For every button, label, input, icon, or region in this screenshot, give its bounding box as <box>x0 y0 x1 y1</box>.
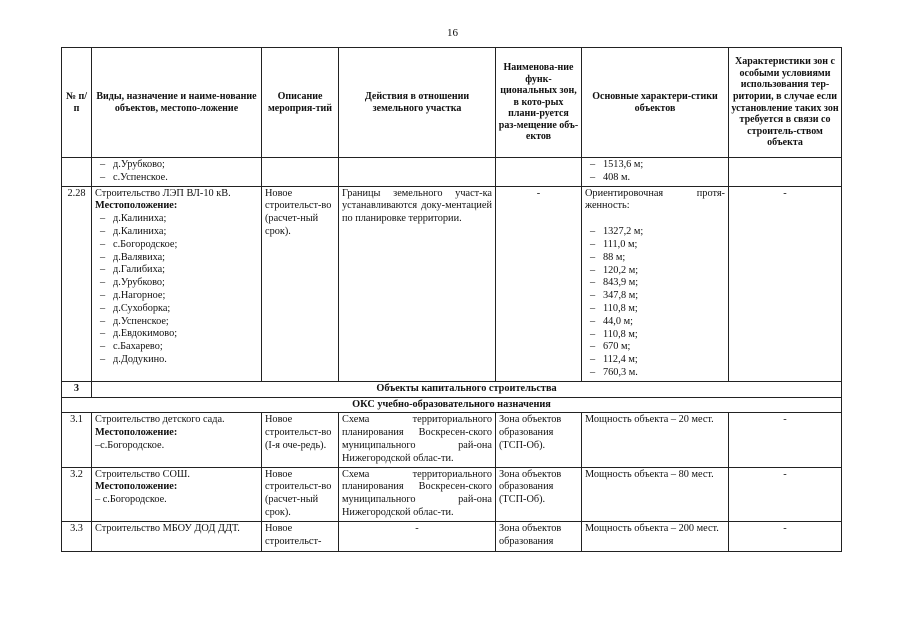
header-zones: Наименова-ние функ-циональных зон, в кото-рых плани-руется раз-мещение объ-ектов <box>496 48 582 158</box>
objects-table <box>61 47 842 552</box>
subsection-title: ОКС учебно-образовательного назначения <box>62 397 842 413</box>
list-item: – д.Сухоборка; <box>95 303 258 316</box>
row-zone: Зона объектов образования (ТСП-Об). <box>496 413 582 467</box>
table-row-3-2 <box>62 467 842 521</box>
object-title: Строительство ЛЭП ВЛ-10 кВ. <box>95 187 231 199</box>
page-number: 16 <box>447 27 458 39</box>
row-description: Новое строительст-во (расчет-ный срок). <box>262 186 339 381</box>
header-description: Описание мероприя-тий <box>262 48 339 158</box>
row-zone: Зона объектов образования <box>496 521 582 551</box>
list-item: – д.Валявиха; <box>95 252 258 265</box>
list-item: – д.Евдокимово; <box>95 328 258 341</box>
list-item: – 111,0 м; <box>585 239 725 252</box>
row-special: - <box>729 413 842 467</box>
row-object: Строительство МБОУ ДОД ДДТ. <box>92 521 262 551</box>
list-item: – д.Урубково; <box>95 277 258 290</box>
location-label: Местоположение: <box>95 200 178 212</box>
row-zone: - <box>496 186 582 381</box>
characteristics-label: Ориентировочная протя-женность: <box>585 187 725 212</box>
row-characteristics: Мощность объекта – 200 мест. <box>582 521 729 551</box>
list-item: – с.Бахарево; <box>95 341 258 354</box>
list-item: – 110,8 м; <box>585 329 725 342</box>
row-object <box>92 413 262 467</box>
row-object <box>92 186 262 381</box>
row-actions: Границы земельного участ-ка устанавливаются доку-ментацией по планировке территории. <box>339 186 496 381</box>
list-item: – 347,8 м; <box>585 290 725 303</box>
row-special: - <box>729 186 842 381</box>
row-object <box>92 467 262 521</box>
row-actions: Схема территориального планирования Воскресен-ского муниципального рай-она Нижегородской облас-ти. <box>339 467 496 521</box>
list-item: – 88 м; <box>585 252 725 265</box>
list-item: – д.Калиниха; <box>95 213 258 226</box>
object-title: Строительство детского сада. <box>95 414 225 426</box>
list-item: – д.Додукино. <box>95 354 258 367</box>
header-special: Характеристики зон с особыми условиями использования тер-ритории, в случае если установление таких зон требуется в связи со строитель-ством объекта <box>729 48 842 158</box>
list-item: – 1327,2 м; <box>585 226 725 239</box>
section-title: Объекты капитального строительства <box>92 381 842 397</box>
table-row-3-3 <box>62 521 842 551</box>
list-item: – д.Галибиха; <box>95 264 258 277</box>
row-num: 2.28 <box>62 186 92 381</box>
list-item: – 112,4 м; <box>585 354 725 367</box>
cont-places <box>92 158 262 187</box>
table-row-3-1 <box>62 413 842 467</box>
row-description: Новое строительст- <box>262 521 339 551</box>
row-zone: Зона объектов образования (ТСП-Об). <box>496 467 582 521</box>
row-special: - <box>729 521 842 551</box>
header-num: № п/п <box>62 48 92 158</box>
location-label: Местоположение: <box>95 427 178 439</box>
location-place: – с.Богородское. <box>95 494 167 506</box>
section-num: 3 <box>62 381 92 397</box>
list-item: – д.Нагорное; <box>95 290 258 303</box>
list-item: – 843,9 м; <box>585 277 725 290</box>
row-actions: - <box>339 521 496 551</box>
list-item: – с.Богородское; <box>95 239 258 252</box>
row-num: 3.3 <box>62 521 92 551</box>
list-item: – 44,0 м; <box>585 316 725 329</box>
row-characteristics <box>582 186 729 381</box>
location-label: Местоположение: <box>95 481 178 493</box>
location-place: –с.Богородское. <box>95 439 165 451</box>
cont-values <box>582 158 729 187</box>
list-item: – с.Успенское. <box>95 172 258 185</box>
list-item: – 670 м; <box>585 341 725 354</box>
list-item: – д.Успенское; <box>95 316 258 329</box>
row-characteristics: Мощность объекта – 80 мест. <box>582 467 729 521</box>
list-item: – 760,3 м. <box>585 367 725 380</box>
header-actions: Действия в отношении земельного участка <box>339 48 496 158</box>
object-title: Строительство СОШ. <box>95 468 190 480</box>
list-item: – 120,2 м; <box>585 265 725 278</box>
header-kind: Виды, назначение и наиме-нование объектов, местопо-ложение <box>92 48 262 158</box>
row-actions: Схема территориального планирования Воскресен-ского муниципального рай-она Нижегородской облас-ти. <box>339 413 496 467</box>
list-item: – д.Калиниха; <box>95 226 258 239</box>
row-description: Новое строительст-во (расчет-ный срок). <box>262 467 339 521</box>
list-item: – 110,8 м; <box>585 303 725 316</box>
list-item: – 1513,6 м; <box>585 159 725 172</box>
row-num: 3.2 <box>62 467 92 521</box>
list-item: – д.Урубково; <box>95 159 258 172</box>
row-description: Новое строительст-во (I-я оче-редь). <box>262 413 339 467</box>
table-row-2-28 <box>62 186 842 381</box>
row-special: - <box>729 467 842 521</box>
header-row <box>62 48 842 158</box>
header-characteristics: Основные характери-стики объектов <box>582 48 729 158</box>
table-row-continuation <box>62 158 842 187</box>
section-row <box>62 381 842 397</box>
row-characteristics: Мощность объекта – 20 мест. <box>582 413 729 467</box>
subsection-row <box>62 397 842 413</box>
row-num: 3.1 <box>62 413 92 467</box>
list-item: – 408 м. <box>585 172 725 185</box>
